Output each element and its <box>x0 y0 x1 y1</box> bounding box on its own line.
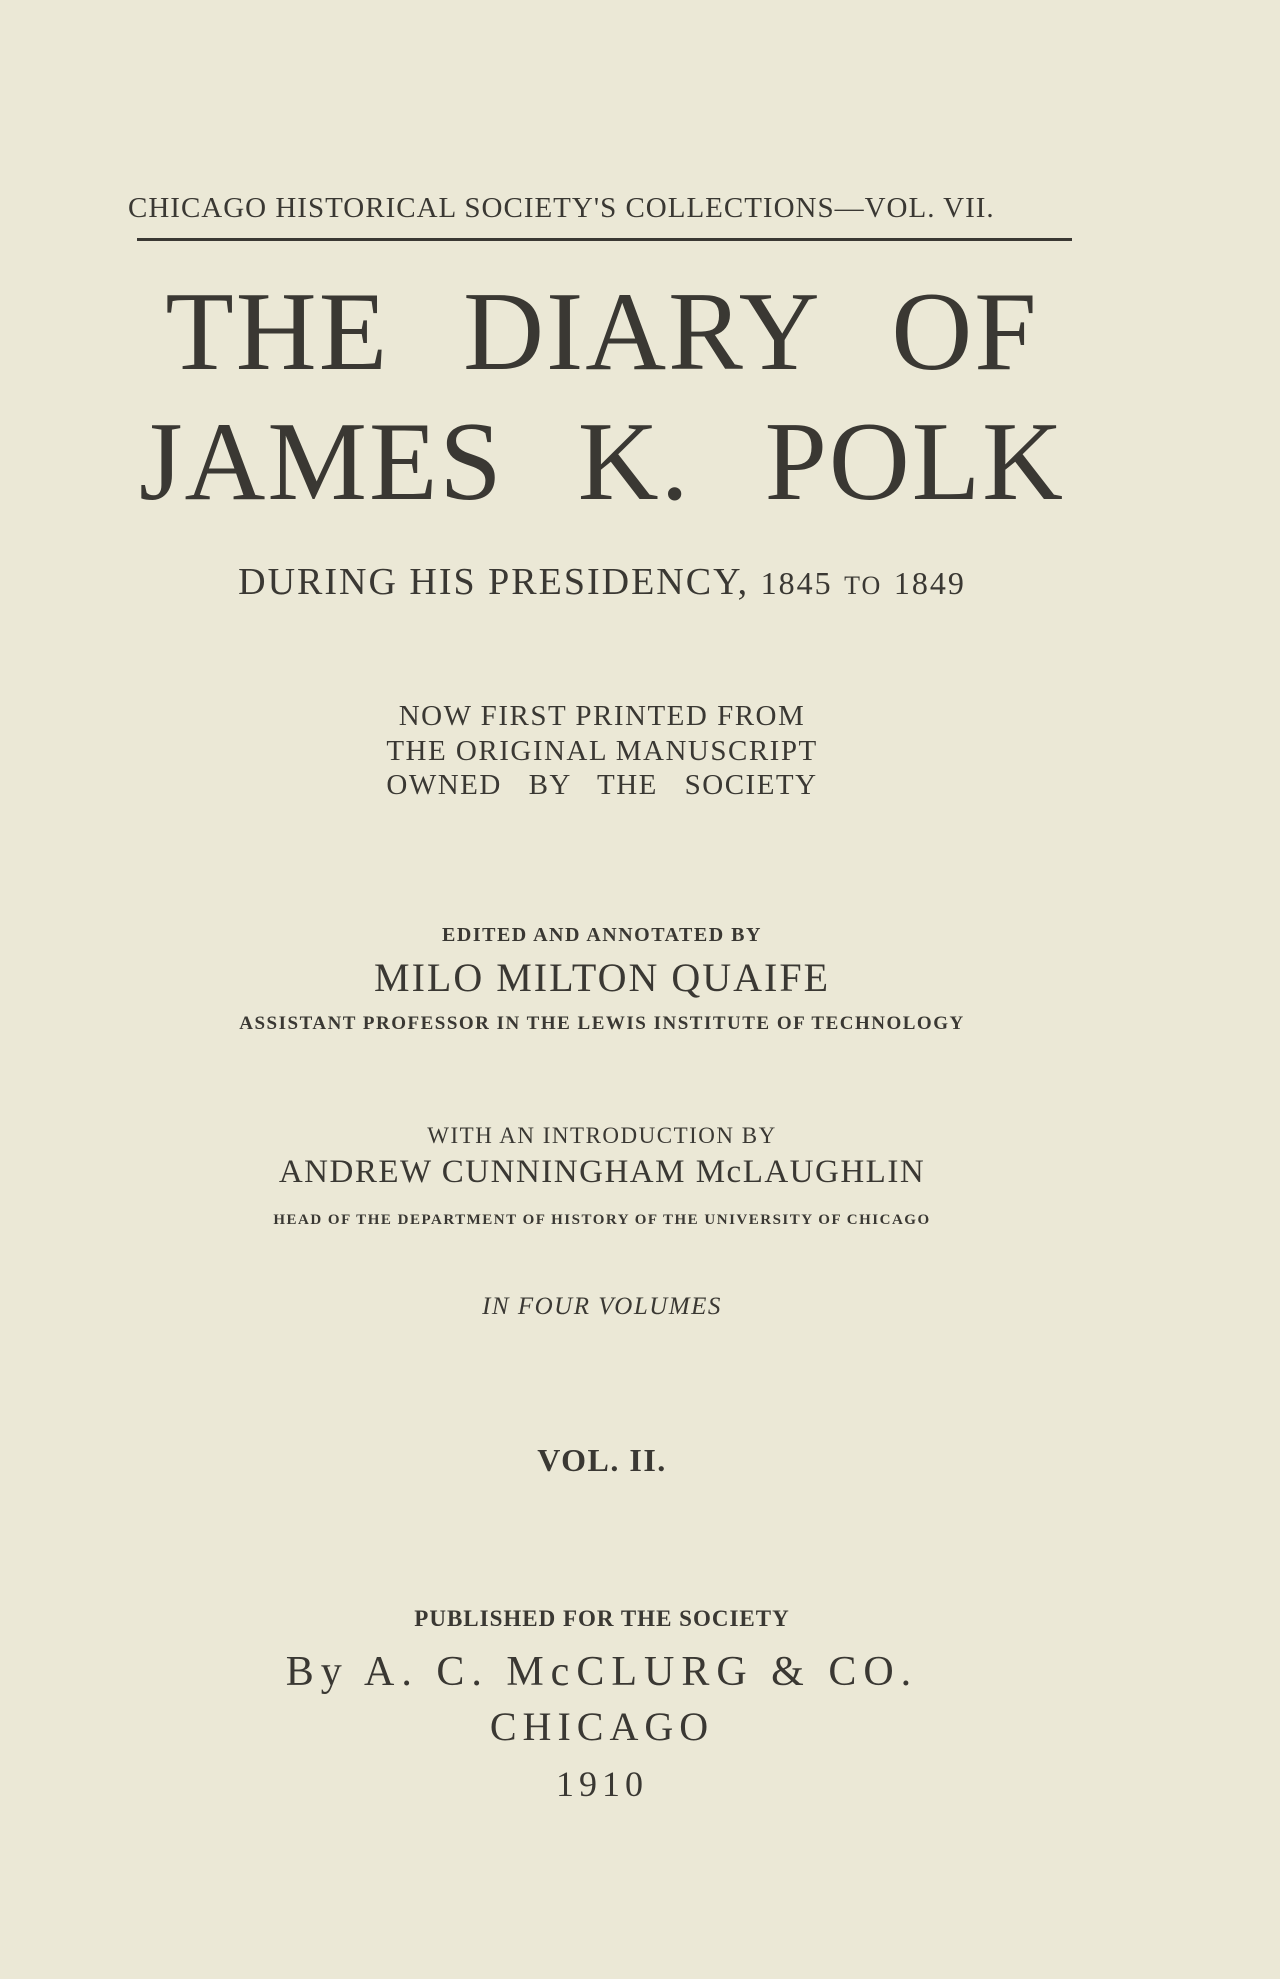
subtitle-text: DURING HIS PRESIDENCY, <box>238 561 750 603</box>
editor-label: EDITED AND ANNOTATED BY <box>442 924 762 946</box>
introduction-author: ANDREW CUNNINGHAM McLAUGHLIN <box>278 1154 926 1190</box>
subtitle-to: TO <box>844 571 883 600</box>
introduction-label: WITH AN INTRODUCTION BY <box>427 1123 777 1148</box>
publication-year: 1910 <box>556 1764 648 1804</box>
series-heading: CHICAGO HISTORICAL SOCIETY'S COLLECTIONS—VOL. VII. <box>128 192 995 224</box>
subtitle <box>0 560 1204 604</box>
publisher-name: By A. C. McCLURG & CO. <box>285 1649 919 1695</box>
book-title-line-1: THE DIARY OF <box>165 270 1039 394</box>
editor-role: ASSISTANT PROFESSOR IN THE LEWIS INSTITUTE OF TECHNOLOGY <box>239 1013 965 1034</box>
publication-city: CHICAGO <box>489 1704 715 1749</box>
heading-rule <box>137 238 1072 241</box>
subtitle-year-end: 1849 <box>893 565 966 601</box>
volume-count: IN FOUR VOLUMES <box>482 1293 722 1320</box>
book-title-line-2: JAMES K. POLK <box>138 400 1066 524</box>
manuscript-note-line-3: OWNED BY THE SOCIETY <box>386 769 818 801</box>
manuscript-note-line-1: NOW FIRST PRINTED FROM <box>398 700 806 732</box>
manuscript-note-line-2: THE ORIGINAL MANUSCRIPT <box>386 735 818 767</box>
volume-number: VOL. II. <box>537 1442 667 1478</box>
published-for-label: PUBLISHED FOR THE SOCIETY <box>414 1606 790 1631</box>
subtitle-year-start: 1845 <box>760 565 833 601</box>
editor-name: MILO MILTON QUAIFE <box>374 955 830 1000</box>
introduction-role: HEAD OF THE DEPARTMENT OF HISTORY OF THE UNIVERSITY OF CHICAGO <box>273 1212 931 1228</box>
